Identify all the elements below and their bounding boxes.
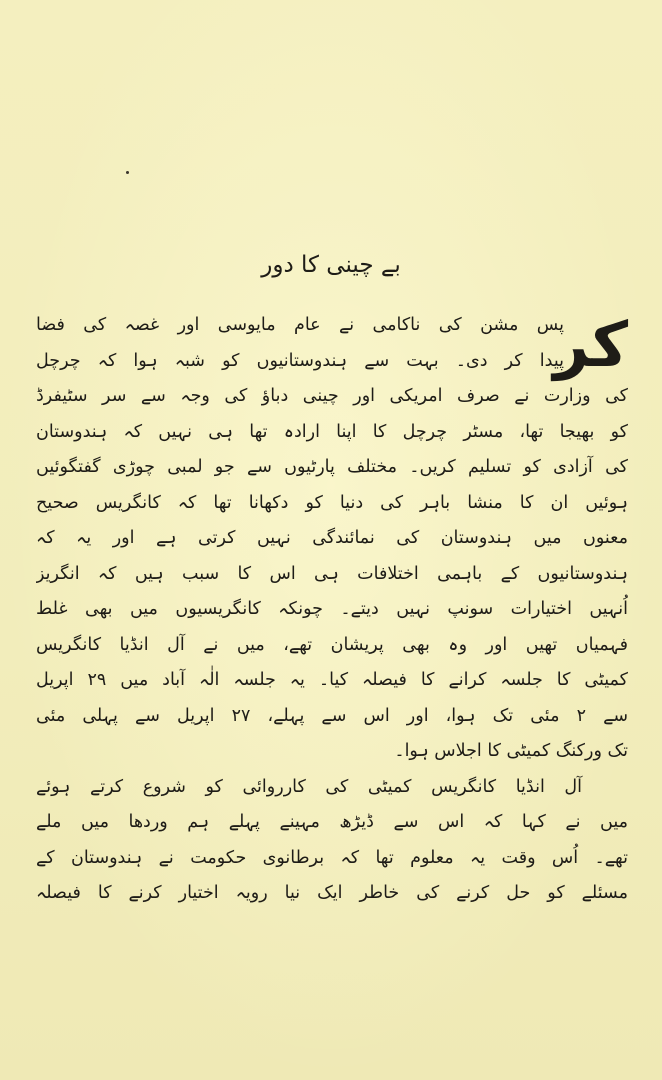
text-line-13: تک ورکنگ کمیٹی کا اجلاس ہوا۔ [394,741,628,761]
text-line-10: فہمیاں تھیں اور وہ بھی پریشان تھے، میں نے آل انڈیا کانگریس [36,634,628,655]
drop-cap: کر [553,308,628,381]
text-line-9: اُنہیں اختیارات سونپ نہیں دیتے۔ چونکہ کانگریسیوں میں بھی غلط [36,599,628,619]
ink-speck [126,171,129,174]
text-line-7: معنوں میں ہندوستان کی نمائندگی نہیں کرتی ہے اور یہ کہ [36,528,628,548]
text-line-1: پس مشن کی ناکامی نے عام مایوسی اور غصہ کی فضا [36,315,564,335]
text-line-5: کی آزادی کو تسلیم کریں۔ مختلف پارٹیوں سے جو لمبی چوڑی گفتگوئیں [36,457,628,477]
text-line-11: کمیٹی کا جلسہ کرانے کا فیصلہ کیا۔ یہ جلسہ الٰہ آباد میں ۲۹ اپریل [36,670,628,690]
text-line-6: ہوئیں ان کا منشا باہر کی دنیا کو دکھانا تھا کہ کانگریس صحیح [36,492,628,513]
text-line-2: پیدا کر دی۔ بہت سے ہندوستانیوں کو شبہ ہوا کہ چرچل [36,350,564,371]
text-line-15: میں نے کہا کہ اس سے ڈیڑھ مہینے پہلے ہم وردھا میں ملے [36,812,628,832]
text-line-8: ہندوستانیوں کے باہمی اختلافات ہی اس کا سبب ہیں کہ انگریز [36,563,628,584]
text-line-3: کی وزارت نے صرف امریکی اور چینی دباؤ کی وجہ سے سر سٹیفرڈ [36,386,628,406]
chapter-title: بے چینی کا دور [261,252,401,278]
text-line-4: کو بھیجا تھا، مسٹر چرچل کا اپنا ارادہ تھا ہی نہیں کہ ہندوستان [36,421,628,442]
body-text [36,308,628,912]
text-line-16: تھے۔ اُس وقت یہ معلوم تھا کہ برطانوی حکومت نے ہندوستان کے [36,847,628,868]
text-line-17: مسئلے کو حل کرنے کی خاطر ایک نیا رویہ اختیار کرنے کا فیصلہ [36,883,628,903]
text-line-12: سے ۲ مئی تک ہوا، اور اس سے پہلے، ۲۷ اپریل سے پہلی مئی [36,705,628,726]
text-line-14: آل انڈیا کانگریس کمیٹی کی کارروائی کو شروع کرتے ہوئے [36,776,582,797]
